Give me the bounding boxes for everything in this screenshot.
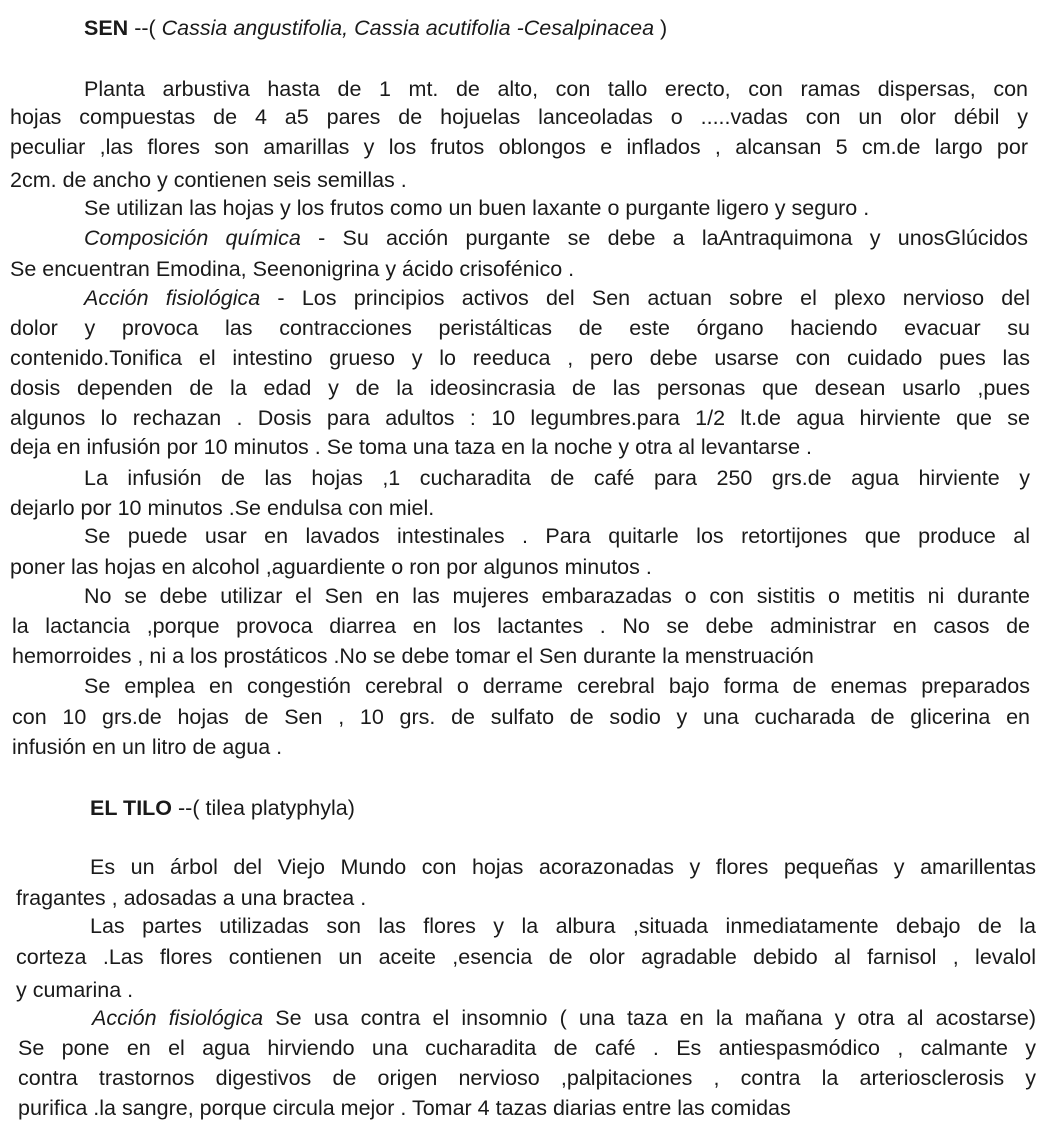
sen-line: No se debe utilizar el Sen en las mujeres embarazadas o con sistitis o metitis ni durante xyxy=(84,584,1030,608)
sen-line: Composición química - Su acción purgante se debe a laAntraquimona y unosGlúcidos xyxy=(84,226,1029,250)
sen-line: peculiar ,las flores son amarillas y los frutos oblongos e inflados , alcansan 5 cm.de largo por xyxy=(10,135,1028,159)
sen-line: hojas compuestas de 4 a5 pares de hojuelas lanceoladas o .....vadas con un olor débil y xyxy=(10,105,1028,129)
tilo-line: corteza .Las flores contienen un aceite ,esencia de olor agradable debido al farnisol , levalol xyxy=(16,945,1036,969)
sen-dashes: --( xyxy=(128,16,162,40)
tilo-line: Acción fisiológica Se usa contra el insomnio ( una taza en la mañana y otra al acostarse) xyxy=(92,1006,1036,1030)
sen-scientific-name: Cassia angustifolia, Cassia acutifolia -Cesalpinacea xyxy=(161,16,655,40)
sen-line: infusión en un litro de agua . xyxy=(12,735,283,759)
sen-line: dejarlo por 10 minutos .Se endulsa con miel. xyxy=(10,496,435,520)
sen-line: Acción fisiológica - Los principios activos del Sen actuan sobre el plexo nervioso del xyxy=(84,286,1030,310)
sen-close: ) xyxy=(654,16,668,40)
sen-line: la lactancia ,porque provoca diarrea en los lactantes . No se debe administrar en casos de xyxy=(12,614,1030,638)
tilo-line: Las partes utilizadas son las flores y la albura ,situada inmediatamente debajo de la xyxy=(90,914,1036,938)
sen-line: deja en infusión por 10 minutos . Se toma una taza en la noche y otra al levantarse . xyxy=(10,435,812,459)
sen-line: hemorroides , ni a los prostáticos .No se debe tomar el Sen durante la menstruación xyxy=(12,644,814,668)
sen-name: SEN xyxy=(84,16,129,40)
sen-line: con 10 grs.de hojas de Sen , 10 grs. de sulfato de sodio y una cucharada de glicerina en xyxy=(12,705,1030,729)
sen-line: contenido.Tonifica el intestino grueso y lo reeduca , pero debe usarse con cuidado pues las xyxy=(10,346,1030,370)
sen-line: Planta arbustiva hasta de 1 mt. de alto, con tallo erecto, con ramas dispersas, con xyxy=(84,77,1028,101)
sen-line: dosis dependen de la edad y de la ideosincrasia de las personas que desean usarlo ,pues xyxy=(10,376,1030,400)
sen-line: poner las hojas en alcohol ,aguardiente o ron por algunos minutos . xyxy=(10,555,652,579)
tilo-line: Es un árbol del Viejo Mundo con hojas acorazonadas y flores pequeñas y amarillentas xyxy=(90,855,1036,879)
tilo-heading xyxy=(90,794,355,822)
sen-line: Se utilizan las hojas y los frutos como un buen laxante o purgante ligero y seguro . xyxy=(84,196,870,220)
sen-line: dolor y provoca las contracciones peristálticas de este órgano haciendo evacuar su xyxy=(10,316,1030,340)
tilo-line: y cumarina . xyxy=(16,978,134,1002)
sen-heading xyxy=(84,14,667,42)
tilo-line: fragantes , adosadas a una bractea . xyxy=(16,886,367,910)
tilo-dashes: --( xyxy=(172,796,206,820)
tilo-line: Se pone en el agua hirviendo una cucharadita de café . Es antiespasmódico , calmante y xyxy=(18,1036,1036,1060)
sen-line: La infusión de las hojas ,1 cucharadita de café para 250 grs.de agua hirviente y xyxy=(84,466,1030,490)
sen-line: 2cm. de ancho y contienen seis semillas . xyxy=(10,168,407,192)
tilo-scientific-name: tilea platyphyla) xyxy=(205,796,355,820)
tilo-line: purifica .la sangre, porque circula mejor . Tomar 4 tazas diarias entre las comidas xyxy=(18,1096,791,1120)
tilo-line: contra trastornos digestivos de origen nervioso ,palpitaciones , contra la arteriosclerosis y xyxy=(18,1066,1036,1090)
sen-line: Se encuentran Emodina, Seenonigrina y ácido crisofénico . xyxy=(10,257,575,281)
tilo-name: EL TILO xyxy=(90,796,173,820)
sen-line: Se puede usar en lavados intestinales . Para quitarle los retortijones que produce al xyxy=(84,524,1030,548)
sen-line: algunos lo rechazan . Dosis para adultos : 10 legumbres.para 1/2 lt.de agua hirviente que se xyxy=(10,406,1030,430)
sen-line: Se emplea en congestión cerebral o derrame cerebral bajo forma de enemas preparados xyxy=(84,674,1030,698)
